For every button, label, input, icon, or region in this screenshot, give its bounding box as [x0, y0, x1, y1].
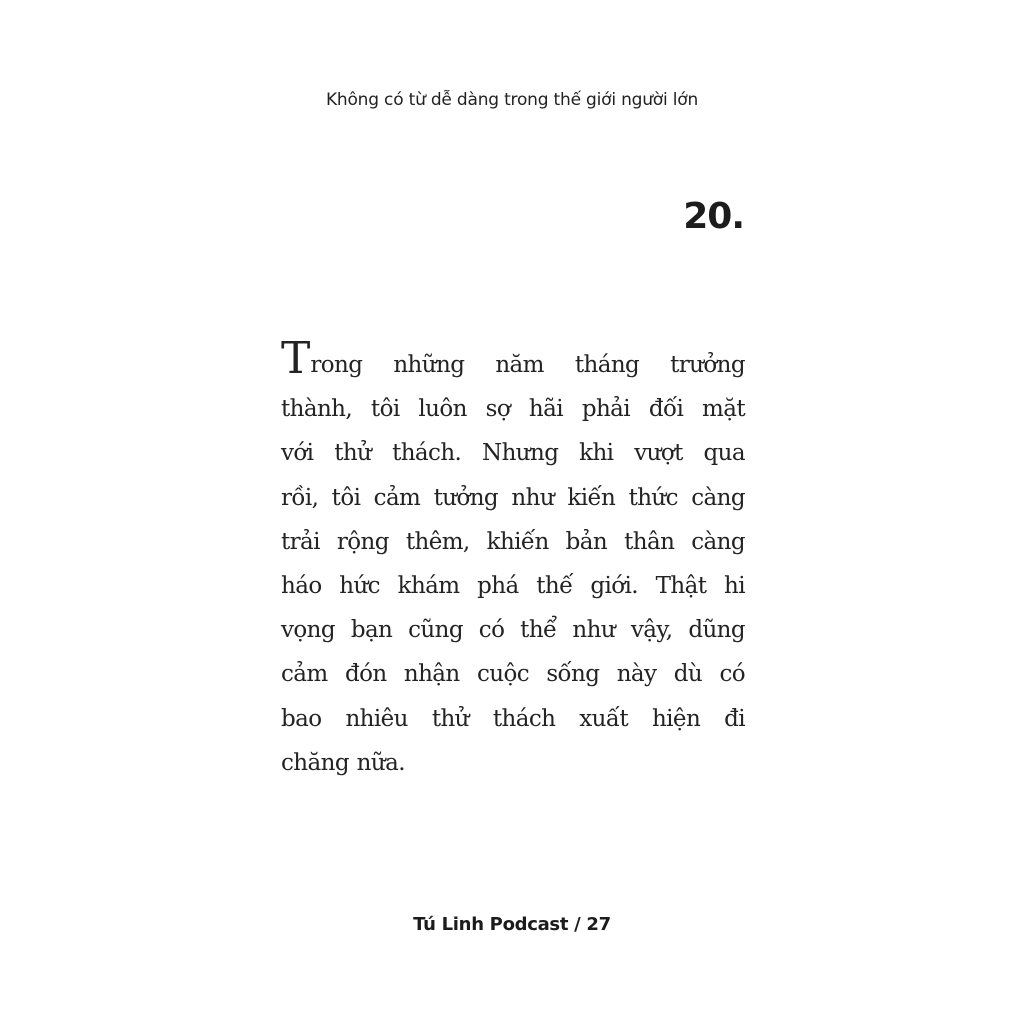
body-line-1-text: rong những năm tháng trưởng	[310, 352, 745, 378]
page-footer	[0, 914, 1024, 935]
drop-cap: T	[281, 333, 311, 384]
footer-separator: /	[568, 914, 587, 935]
running-header-title: Không có từ dễ dàng trong thế giới người lớn	[325, 90, 699, 110]
body-line-2: thành, tôi luôn sợ hãi phải đối mặt	[281, 396, 745, 423]
body-line-7: vọng bạn cũng có thể như vậy, dũng	[281, 617, 745, 644]
body-line-1	[281, 333, 745, 387]
body-line-3: với thử thách. Nhưng khi vượt qua	[281, 440, 745, 467]
body-line-10: chăng nữa.	[281, 749, 405, 776]
body-paragraph	[281, 333, 745, 785]
page-number: 27	[586, 914, 611, 935]
footer-author: Tú Linh Podcast	[413, 914, 569, 935]
body-line-9: bao nhiêu thử thách xuất hiện đi	[281, 705, 745, 732]
body-line-5: trải rộng thêm, khiến bản thân càng	[281, 528, 745, 555]
body-line-4: rồi, tôi cảm tưởng như kiến thức càng	[281, 484, 745, 511]
body-line-6: háo hức khám phá thế giới. Thật hi	[281, 573, 745, 600]
body-line-8: cảm đón nhận cuộc sống này dù có	[281, 661, 745, 688]
chapter-number: 20.	[683, 196, 744, 237]
